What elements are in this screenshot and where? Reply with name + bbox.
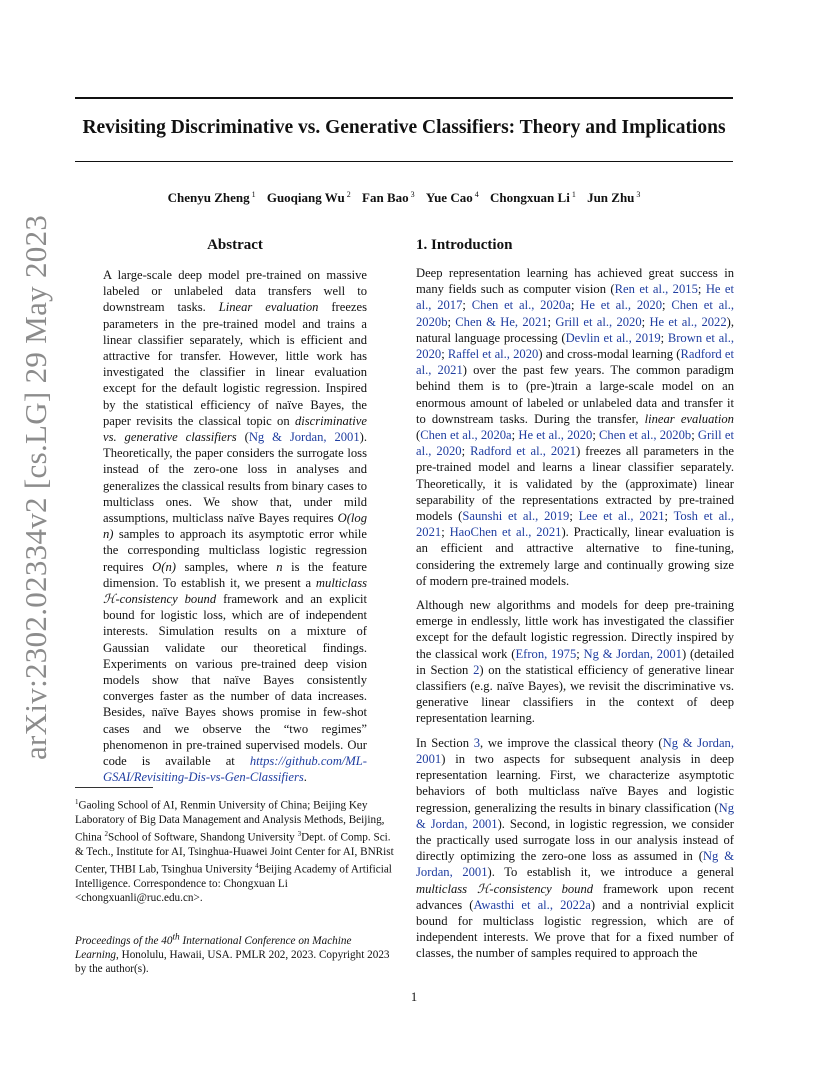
footnote-rule	[75, 787, 153, 788]
intro-paragraph-3: In Section 3, we improve the classical theory (Ng & Jordan, 2001) in two aspects for subsequent analysis in deep representation learning. First, we characterize asymptotic behaviors of both multiclass naïve Bayes and logistic regression, generalizing the results in binary classification (Ng & Jordan, 2001). Second, in logistic regression, we consider the practically used surrogate loss in our analysis instead of directly optimizing the zero-one loss as assumed in (Ng & Jordan, 2001). To establish it, we introduce a general multiclass ℋ-consistency bound framework upon recent advances (Awasthi et al., 2022a) and a nontrivial explicit bound for multiclass logistic regression, which are of independent interests. We prove that for a fixed number of classes, the number of samples required to approach the	[416, 735, 735, 961]
right-column	[416, 235, 734, 970]
title-top-rule	[75, 97, 733, 99]
section-link[interactable]: 3	[473, 735, 481, 750]
author: Chongxuan Li $^1$	[489, 190, 576, 206]
arxiv-identifier: arXiv:2302.02334v2 [cs.LG] 29 May 2023	[18, 214, 53, 760]
citation-link[interactable]: Grill et al., 2020	[416, 428, 734, 459]
author: Fan Bao $^3$	[362, 190, 415, 206]
author-list	[75, 190, 733, 206]
citation-link[interactable]: Brown et al., 2020	[416, 330, 734, 362]
author: Guoqiang Wu $^2$	[266, 190, 351, 206]
citation-link[interactable]: Awasthi et al., 2022a	[473, 897, 591, 912]
citation-link[interactable]: Radford et al., 2021	[416, 347, 734, 378]
citation-link[interactable]: Ng & Jordan, 2001	[248, 430, 360, 445]
page-number: 1	[410, 990, 418, 1004]
abstract-text: A large-scale deep model pre-trained on massive labeled or unlabeled data transfers well to downstream tasks. Linear evaluation freezes parameters in the pre-trained model and trains a linear classifier separately, which is efficient and attractive for transfer. However, little work has investigated the classifier in linear evaluation except for the default logistic regression. Inspired by the statistical efficiency of naïve Bayes, the paper revisits the classical topic on discriminative vs. generative classifiers (Ng & Jordan, 2001). Theoretically, the paper considers the surrogate loss instead of the zero-one loss in analyses and generalizes the classical results from binary cases to multiclass ones. We show that, under mild assumptions, multiclass naïve Bayes requires O(log n) samples to approach its asymptotic error while the corresponding multiclass logistic regression requires O(n) samples, where n is the feature dimension. To establish it, we present a multiclass ℋ-consistency bound framework and an explicit bound for logistic loss, which are of independent interests. Simulation results on a mixture of Gaussian validate our theoretical findings. Experiments on various pre-trained deep vision models show that naïve Bayes consistently converges faster as the number of data increases. Besides, naïve Bayes shows promise in few-shot cases and we observe the “two regimes” phenomenon in pre-trained supervised models. Our code is available at https://github.com/ML-GSAI/Revisiting-Dis-vs-Gen-Classifiers.	[103, 268, 368, 785]
citation-link[interactable]: Radford et al., 2021	[470, 444, 577, 459]
math-expression: O(n)	[152, 559, 176, 574]
citation-link[interactable]: Lee et al., 2021	[578, 509, 665, 524]
paper-title: Revisiting Discriminative vs. Generative Classifiers: Theory and Implications	[82, 117, 726, 138]
intro-paragraph-1: Deep representation learning has achieved great success in many fields such as computer vision (Ren et al., 2015; He et al., 2017; Chen et al., 2020a; He et al., 2020; Chen et al., 2020b; Chen & He, 2021; Grill et al., 2020; He et al., 2022), natural language processing (Devlin et al., 2019; Brown et al., 2020; Raffel et al., 2020) and cross-modal learning (Radford et al., 2021) over the past few years. The common paradigm behind them is to (pre-)train a large-scale model on an enormous amount of labeled or unlabeled data and transfer it to downstream tasks. During the transfer, linear evaluation (Chen et al., 2020a; He et al., 2020; Chen et al., 2020b; Grill et al., 2020; Radford et al., 2021) freezes all parameters in the pre-trained model and learns a linear classifier separately. Theoretically, it is validated by the (approximate) linear separability of the representations extracted by pre-trained models (Saunshi et al., 2019; Lee et al., 2021; Tosh et al., 2021; HaoChen et al., 2021). Practically, linear evaluation is an efficient and attractive alternative to fine-tuning, considering the extremely large and continually growing size of modern pre-trained models.	[416, 266, 735, 588]
left-column	[75, 235, 395, 786]
citation-link[interactable]: Raffel et al., 2020	[447, 347, 539, 362]
intro-paragraph-2: Although new algorithms and models for deep pre-training emerge in endlessly, little work has investigated the classifier except for the default logistic regression. Directly inspired by the classical work (Efron, 1975; Ng & Jordan, 2001) (detailed in Section 2) on the statistical efficiency of generative linear classifiers (e.g. naïve Bayes), we revisit the discriminative vs. generative linear classifiers in the context of deep representation learning.	[416, 598, 734, 726]
citation-link[interactable]: He et al., 2017	[416, 282, 735, 313]
citation-link[interactable]: Ng & Jordan, 2001	[416, 800, 734, 831]
math-expression: n	[276, 559, 283, 574]
affiliations-footnote: $^1$Gaoling School of AI, Renmin University of China; Beijing Key Laboratory of Big Data Management and Analysis Methods, Beijing, China $^2$School of Software, Shandong University $^3$Dept. of Comp. Sci. & Tech., Institute for AI, Tsinghua-Huawei Joint Center for AI, BNRist Center, THBI Lab, Tsinghua University $^4$Beijing Academy of Artificial Intelligence. Correspondence to: Chongxuan Li <chongxuanli@ruc.edu.cn>.	[75, 798, 394, 905]
author: Chenyu Zheng $^1$	[167, 190, 256, 206]
citation-link[interactable]: He et al., 2022	[649, 314, 727, 329]
citation-link[interactable]: Chen et al., 2020b	[416, 298, 735, 329]
citation-link[interactable]: Efron, 1975	[515, 646, 577, 661]
citation-link[interactable]: Chen et al., 2020a	[471, 298, 571, 313]
math-expression: O(log n)	[103, 511, 367, 542]
citation-link[interactable]: Saunshi et al., 2019	[462, 509, 570, 524]
citation-link[interactable]: Grill et al., 2020	[555, 314, 642, 329]
citation-link[interactable]: Ng & Jordan, 2001	[416, 849, 734, 880]
author: Yue Cao $^4$	[425, 190, 479, 206]
citation-link[interactable]: He et al., 2020	[580, 298, 663, 313]
citation-link[interactable]: HaoChen et al., 2021	[449, 525, 562, 540]
citation-link[interactable]: Chen et al., 2020a	[420, 428, 512, 443]
proceedings-note: Proceedings of the 40th International Conference on Machine Learning, Honolulu, Hawaii, USA. PMLR 202, 2023. Copyright 2023 by the author(s).	[75, 932, 390, 976]
citation-link[interactable]: Ng & Jordan, 2001	[416, 735, 734, 766]
citation-link[interactable]: Devlin et al., 2019	[565, 330, 661, 345]
abstract-heading: Abstract	[207, 237, 263, 253]
citation-link[interactable]: He et al., 2020	[518, 428, 593, 443]
section-link[interactable]: 2	[473, 662, 480, 677]
section-heading-introduction: 1. Introduction	[416, 237, 513, 253]
author: Jun Zhu $^3$	[587, 190, 641, 206]
citation-link[interactable]: Tosh et al., 2021	[416, 509, 734, 540]
title-bottom-rule	[75, 161, 733, 162]
citation-link[interactable]: Chen et al., 2020b	[599, 428, 692, 443]
citation-link[interactable]: Ng & Jordan, 2001	[583, 646, 682, 661]
citation-link[interactable]: Chen & He, 2021	[455, 314, 548, 329]
citation-link[interactable]: Ren et al., 2015	[614, 282, 698, 297]
code-repository-link[interactable]: https://github.com/ML-GSAI/Revisiting-Dis-vs-Gen-Classifiers	[103, 754, 367, 785]
